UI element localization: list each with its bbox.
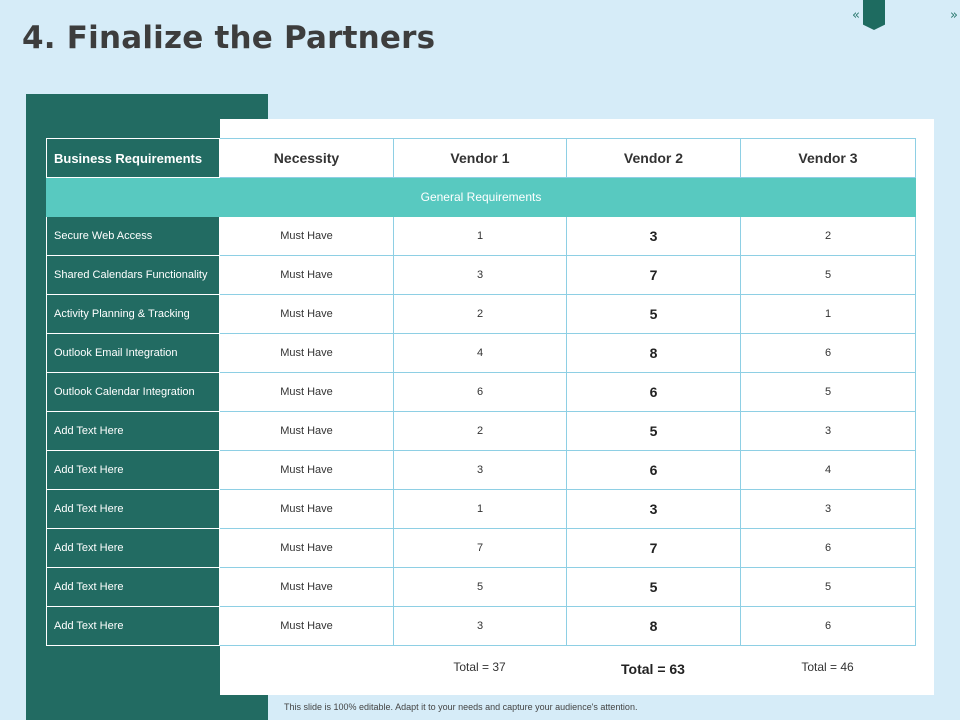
header-business-requirements: Business Requirements [47,139,220,178]
header-vendor-1: Vendor 1 [394,139,567,178]
vendor-3-cell: 3 [741,412,916,451]
vendor-2-cell: 5 [567,412,741,451]
total-vendor-2: Total = 63 [621,661,685,677]
vendor-1-cell: 3 [394,256,567,295]
vendor-2-cell: 3 [567,217,741,256]
necessity-cell: Must Have [220,217,394,256]
slide-title: 4. Finalize the Partners [22,20,436,56]
prev-slide-icon[interactable]: « [852,8,860,23]
vendor-2-cell: 3 [567,490,741,529]
vendor-2-cell: 5 [567,568,741,607]
vendor-1-cell: 7 [394,529,567,568]
bookmark-icon [863,0,885,30]
table-row [47,451,916,490]
vendor-2-cell: 5 [567,295,741,334]
vendor-1-cell: 3 [394,451,567,490]
vendor-1-cell: 1 [394,217,567,256]
header-necessity: Necessity [220,139,394,178]
vendor-2-cell: 7 [567,256,741,295]
vendor-3-cell: 2 [741,217,916,256]
vendor-1-cell: 4 [394,334,567,373]
section-row [47,178,916,217]
vendor-3-cell: 4 [741,451,916,490]
header-vendor-3: Vendor 3 [741,139,916,178]
vendor-2-cell: 8 [567,607,741,646]
vendor-3-cell: 5 [741,256,916,295]
necessity-cell: Must Have [220,256,394,295]
necessity-cell: Must Have [220,490,394,529]
table-row [47,217,916,256]
necessity-cell: Must Have [220,451,394,490]
requirement-cell: Shared Calendars Functionality [47,256,220,295]
vendor-3-cell: 1 [741,295,916,334]
requirement-cell: Add Text Here [47,607,220,646]
requirement-cell: Outlook Email Integration [47,334,220,373]
vendor-1-cell: 6 [394,373,567,412]
total-vendor-1: Total = 37 [453,660,506,674]
vendor-2-cell: 6 [567,451,741,490]
vendor-1-cell: 2 [394,295,567,334]
vendor-3-cell: 3 [741,490,916,529]
vendor-1-cell: 5 [394,568,567,607]
table-row [47,529,916,568]
necessity-cell: Must Have [220,568,394,607]
section-label: General Requirements [47,178,916,217]
vendor-1-cell: 2 [394,412,567,451]
header-vendor-2: Vendor 2 [567,139,741,178]
total-vendor-3: Total = 46 [801,660,854,674]
necessity-cell: Must Have [220,607,394,646]
requirement-cell: Add Text Here [47,529,220,568]
vendor-3-cell: 6 [741,334,916,373]
vendor-1-cell: 3 [394,607,567,646]
table-row [47,412,916,451]
vendor-3-cell: 5 [741,373,916,412]
necessity-cell: Must Have [220,373,394,412]
necessity-cell: Must Have [220,529,394,568]
table-row [47,373,916,412]
requirement-cell: Add Text Here [47,412,220,451]
requirement-cell: Add Text Here [47,490,220,529]
vendor-3-cell: 6 [741,529,916,568]
table-row [47,334,916,373]
necessity-cell: Must Have [220,334,394,373]
necessity-cell: Must Have [220,412,394,451]
requirement-cell: Add Text Here [47,451,220,490]
necessity-cell: Must Have [220,295,394,334]
vendor-1-cell: 1 [394,490,567,529]
next-slide-icon[interactable]: » [950,8,958,23]
requirement-cell: Secure Web Access [47,217,220,256]
requirements-table [46,138,916,646]
vendor-2-cell: 6 [567,373,741,412]
table-header-row [47,139,916,178]
vendor-2-cell: 8 [567,334,741,373]
vendor-3-cell: 6 [741,607,916,646]
vendor-2-cell: 7 [567,529,741,568]
table-row [47,568,916,607]
requirement-cell: Outlook Calendar Integration [47,373,220,412]
table-row [47,295,916,334]
requirement-cell: Add Text Here [47,568,220,607]
slide-nav [852,6,960,32]
vendor-3-cell: 5 [741,568,916,607]
table-row [47,256,916,295]
table-row [47,607,916,646]
requirement-cell: Activity Planning & Tracking [47,295,220,334]
footer-note: This slide is 100% editable. Adapt it to your needs and capture your audience's attention. [284,702,638,712]
table-row [47,490,916,529]
